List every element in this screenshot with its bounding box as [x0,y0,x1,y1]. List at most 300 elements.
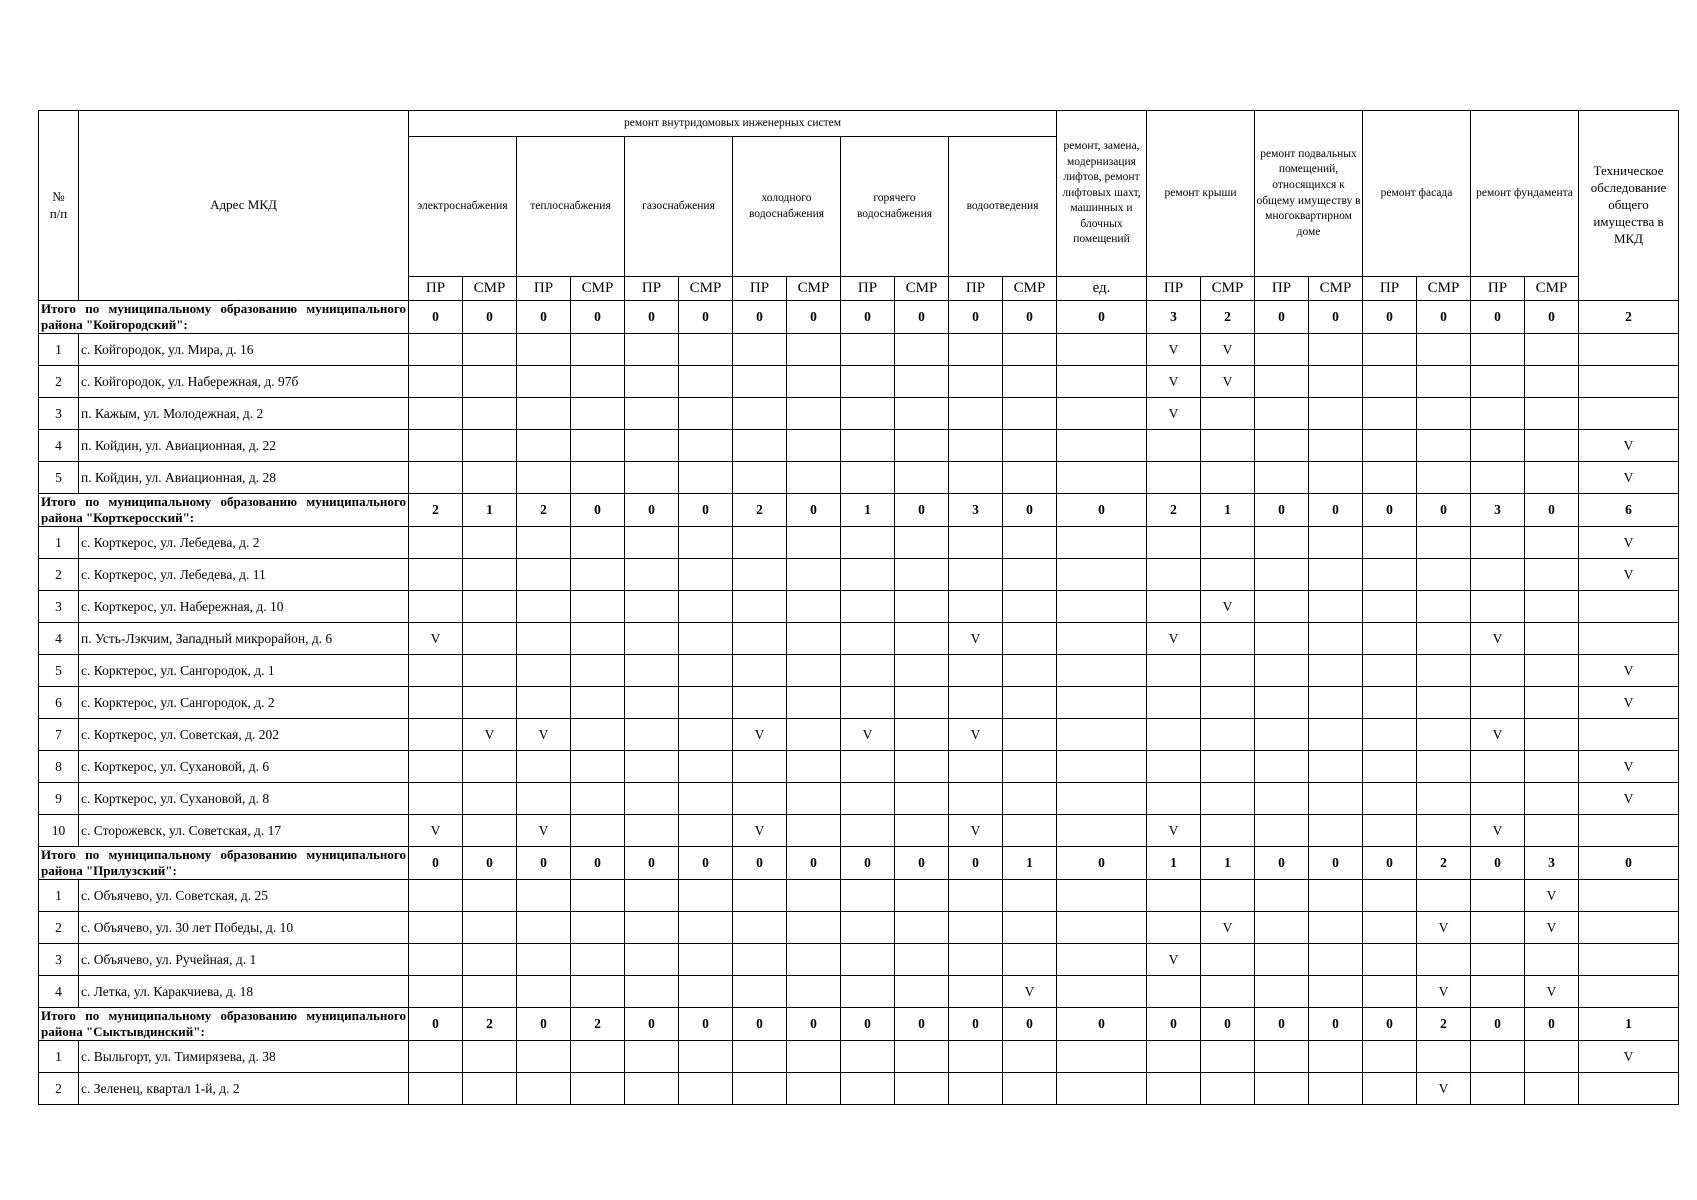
section-total-cell: 0 [733,301,787,334]
section-total-cell: 0 [1003,494,1057,527]
row-mark-cell [571,719,625,751]
row-mark-cell [625,815,679,847]
row-mark-cell [571,880,625,912]
row-mark-cell: V [1201,366,1255,398]
row-mark-cell [679,398,733,430]
row-address: п. Койдин, ул. Авиационная, д. 28 [79,462,409,494]
section-total-cell: 2 [1147,494,1201,527]
header-cold-water: холодного водоснабжения [733,137,841,277]
row-address: с. Корткерос, ул. Сухановой, д. 8 [79,783,409,815]
row-mark-cell [1417,559,1471,591]
row-mark-cell [1057,655,1147,687]
row-mark-cell [895,1041,949,1073]
row-mark-cell: V [1579,655,1679,687]
row-mark-cell [1417,398,1471,430]
row-mark-cell [787,655,841,687]
section-total-cell: 0 [1417,301,1471,334]
row-mark-cell [841,687,895,719]
row-mark-cell [625,687,679,719]
table-row [39,912,1679,944]
row-mark-cell [571,591,625,623]
row-mark-cell [1201,462,1255,494]
row-mark-cell: V [1471,719,1525,751]
row-mark-cell [895,815,949,847]
row-mark-cell [949,527,1003,559]
header-roof: ремонт крыши [1147,111,1255,277]
row-mark-cell: V [1471,815,1525,847]
row-mark-cell [1147,462,1201,494]
subheader-smr: СМР [1417,277,1471,301]
row-mark-cell [1309,944,1363,976]
row-mark-cell [841,398,895,430]
row-mark-cell [787,687,841,719]
row-mark-cell [1057,719,1147,751]
table-row [39,430,1679,462]
row-mark-cell [895,719,949,751]
row-mark-cell [949,687,1003,719]
row-mark-cell [1417,527,1471,559]
row-number: 5 [39,462,79,494]
header-engineering-systems: ремонт внутридомовых инженерных систем [409,111,1057,137]
row-mark-cell [1417,366,1471,398]
row-mark-cell [1255,1041,1309,1073]
row-mark-cell: V [409,815,463,847]
section-title: Итого по муниципальному образованию муниципального района "Корткеросский": [39,494,409,527]
row-mark-cell [625,559,679,591]
row-mark-cell [409,462,463,494]
row-mark-cell [1525,783,1579,815]
row-mark-cell [679,944,733,976]
section-total-cell: 0 [463,301,517,334]
row-mark-cell [733,944,787,976]
row-mark-cell: V [841,719,895,751]
row-mark-cell [1147,1073,1201,1105]
row-mark-cell [1057,1073,1147,1105]
row-mark-cell [1363,623,1417,655]
header-gas: газоснабжения [625,137,733,277]
section-total-cell: 0 [1471,301,1525,334]
row-mark-cell [841,912,895,944]
row-mark-cell [463,398,517,430]
row-mark-cell: V [517,815,571,847]
row-mark-cell [1579,719,1679,751]
section-total-cell: 3 [1147,301,1201,334]
row-mark-cell [571,430,625,462]
row-mark-cell: V [1579,527,1679,559]
row-mark-cell [895,751,949,783]
section-total-cell: 0 [733,847,787,880]
row-mark-cell: V [1579,783,1679,815]
row-address: с. Корткерос, ул. Лебедева, д. 2 [79,527,409,559]
row-mark-cell [1147,783,1201,815]
row-mark-cell [1309,912,1363,944]
section-total-cell: 0 [1525,494,1579,527]
row-mark-cell [1417,655,1471,687]
row-mark-cell: V [409,623,463,655]
section-total-cell: 0 [949,1008,1003,1041]
row-number: 3 [39,944,79,976]
row-mark-cell [517,366,571,398]
row-mark-cell [625,751,679,783]
subheader-smr: СМР [1525,277,1579,301]
table-row [39,687,1679,719]
subheader-pr: ПР [517,277,571,301]
row-mark-cell [1003,719,1057,751]
row-mark-cell [1057,430,1147,462]
row-mark-cell [733,1073,787,1105]
row-mark-cell [1255,591,1309,623]
row-mark-cell [517,527,571,559]
row-mark-cell: V [1417,912,1471,944]
section-total-cell: 0 [1309,847,1363,880]
row-mark-cell [895,655,949,687]
section-total-cell: 2 [1201,301,1255,334]
row-mark-cell [1525,430,1579,462]
section-total-cell: 0 [1363,301,1417,334]
row-mark-cell [841,1041,895,1073]
row-mark-cell: V [949,623,1003,655]
header-foundation: ремонт фундамента [1471,111,1579,277]
row-mark-cell [1579,623,1679,655]
row-mark-cell [1363,687,1417,719]
row-mark-cell [1309,719,1363,751]
row-mark-cell [571,334,625,366]
row-mark-cell [1363,880,1417,912]
row-mark-cell [1255,976,1309,1008]
section-total-row [39,494,1679,527]
row-mark-cell [1147,430,1201,462]
row-mark-cell [1525,462,1579,494]
row-mark-cell [1471,462,1525,494]
row-mark-cell [1003,912,1057,944]
row-mark-cell [1309,976,1363,1008]
row-mark-cell [895,880,949,912]
section-total-cell: 0 [1471,847,1525,880]
row-address: с. Корктерос, ул. Сангородок, д. 2 [79,687,409,719]
row-mark-cell [571,815,625,847]
row-mark-cell [1057,462,1147,494]
table-row [39,334,1679,366]
row-mark-cell [409,912,463,944]
row-mark-cell [1201,815,1255,847]
row-mark-cell [1525,623,1579,655]
table-row [39,976,1679,1008]
row-mark-cell [409,719,463,751]
row-mark-cell [1201,783,1255,815]
row-mark-cell [571,366,625,398]
section-total-cell: 0 [517,847,571,880]
subheader-smr: СМР [895,277,949,301]
row-mark-cell [1057,334,1147,366]
header-lifts: ремонт, замена, модернизация лифтов, ремонт лифтовых шахт, машинных и блочных помещений [1057,111,1147,277]
row-mark-cell [1201,527,1255,559]
row-mark-cell [1579,398,1679,430]
row-mark-cell [841,655,895,687]
row-mark-cell [625,655,679,687]
subheader-smr: СМР [1003,277,1057,301]
row-mark-cell [895,462,949,494]
row-mark-cell [895,398,949,430]
subheader-smr: СМР [1309,277,1363,301]
row-mark-cell [517,655,571,687]
row-mark-cell [1255,719,1309,751]
subheader-pr: ПР [625,277,679,301]
row-mark-cell [571,527,625,559]
row-mark-cell [1003,398,1057,430]
row-mark-cell [787,623,841,655]
row-mark-cell: V [1147,334,1201,366]
row-mark-cell [625,398,679,430]
row-number: 2 [39,366,79,398]
row-mark-cell [787,944,841,976]
row-mark-cell [787,398,841,430]
row-mark-cell [1147,976,1201,1008]
row-mark-cell [1309,398,1363,430]
row-mark-cell [1579,591,1679,623]
section-total-cell: 0 [1309,1008,1363,1041]
row-number: 3 [39,591,79,623]
section-total-cell: 0 [1309,301,1363,334]
section-total-cell: 0 [1255,847,1309,880]
row-mark-cell [1309,334,1363,366]
row-mark-cell [409,334,463,366]
row-address: с. Летка, ул. Каракчиева, д. 18 [79,976,409,1008]
section-total-cell: 0 [1003,1008,1057,1041]
row-mark-cell [1525,944,1579,976]
row-number: 6 [39,687,79,719]
section-total-cell: 0 [1003,301,1057,334]
row-mark-cell [949,462,1003,494]
row-mark-cell [841,527,895,559]
row-address: с. Объячево, ул. Советская, д. 25 [79,880,409,912]
row-mark-cell [517,591,571,623]
row-address: п. Усть-Лэкчим, Западный микрорайон, д. 6 [79,623,409,655]
row-mark-cell [1201,880,1255,912]
row-mark-cell [1417,944,1471,976]
section-total-row [39,301,1679,334]
row-mark-cell [841,751,895,783]
row-mark-cell [625,366,679,398]
row-mark-cell [787,751,841,783]
row-mark-cell [409,655,463,687]
row-mark-cell [1201,1041,1255,1073]
row-mark-cell [1201,976,1255,1008]
row-mark-cell [733,398,787,430]
row-mark-cell [1255,334,1309,366]
row-mark-cell [463,687,517,719]
table-row [39,623,1679,655]
row-mark-cell [841,783,895,815]
header-sewerage: водоотведения [949,137,1057,277]
row-mark-cell [1363,462,1417,494]
row-mark-cell [1309,559,1363,591]
row-mark-cell [841,591,895,623]
row-mark-cell [1309,430,1363,462]
row-address: с. Корткерос, ул. Лебедева, д. 11 [79,559,409,591]
row-mark-cell [517,912,571,944]
row-mark-cell [571,687,625,719]
row-mark-cell [787,366,841,398]
row-address: с. Выльгорт, ул. Тимирязева, д. 38 [79,1041,409,1073]
row-mark-cell [1363,1073,1417,1105]
row-mark-cell [949,1073,1003,1105]
row-mark-cell [895,623,949,655]
row-mark-cell [841,430,895,462]
row-mark-cell [1057,366,1147,398]
row-mark-cell [1471,1041,1525,1073]
row-mark-cell [1579,880,1679,912]
row-mark-cell [409,366,463,398]
section-total-cell: 3 [1525,847,1579,880]
row-mark-cell [517,751,571,783]
table-row [39,751,1679,783]
section-total-cell: 0 [1417,494,1471,527]
row-mark-cell [463,462,517,494]
row-mark-cell [1003,687,1057,719]
row-mark-cell [625,880,679,912]
row-mark-cell [1417,880,1471,912]
row-mark-cell: V [949,815,1003,847]
row-mark-cell [841,462,895,494]
row-mark-cell [409,591,463,623]
row-mark-cell [1363,655,1417,687]
header-hot-water: горячего водоснабжения [841,137,949,277]
row-mark-cell [679,751,733,783]
subheader-unit: ед. [1057,277,1147,301]
row-mark-cell [1057,783,1147,815]
row-mark-cell [1003,462,1057,494]
table-row [39,462,1679,494]
row-mark-cell [733,559,787,591]
subheader-pr: ПР [409,277,463,301]
row-mark-cell [679,334,733,366]
row-mark-cell [1057,687,1147,719]
row-mark-cell: V [1525,976,1579,1008]
section-total-cell: 0 [679,301,733,334]
section-total-cell: 1 [1579,1008,1679,1041]
row-mark-cell [625,591,679,623]
row-mark-cell [679,912,733,944]
section-total-cell: 0 [895,494,949,527]
subheader-pr: ПР [1471,277,1525,301]
row-mark-cell [571,398,625,430]
row-mark-cell [1471,687,1525,719]
row-address: с. Сторожевск, ул. Советская, д. 17 [79,815,409,847]
row-mark-cell [1255,912,1309,944]
row-mark-cell [895,334,949,366]
row-mark-cell [1147,687,1201,719]
row-mark-cell [517,944,571,976]
row-mark-cell: V [1147,366,1201,398]
row-mark-cell [1579,366,1679,398]
row-mark-cell [679,623,733,655]
row-mark-cell [1003,334,1057,366]
section-total-cell: 0 [1309,494,1363,527]
row-mark-cell [787,527,841,559]
row-mark-cell [517,334,571,366]
row-mark-cell: V [1201,334,1255,366]
row-mark-cell [1363,815,1417,847]
subheader-smr: СМР [571,277,625,301]
row-mark-cell [679,719,733,751]
section-total-cell: 0 [571,494,625,527]
row-mark-cell [1147,751,1201,783]
section-total-cell: 6 [1579,494,1679,527]
row-mark-cell [733,334,787,366]
section-total-cell: 3 [1471,494,1525,527]
row-mark-cell [841,976,895,1008]
row-mark-cell [895,430,949,462]
row-mark-cell [733,1041,787,1073]
header-basement: ремонт подвальных помещений, относящихся к общему имуществу в многоквартирном доме [1255,111,1363,277]
row-address: с. Объячево, ул. 30 лет Победы, д. 10 [79,912,409,944]
header-inspection: Техническое обследование общего имущества в МКД [1579,111,1679,301]
section-total-cell: 2 [571,1008,625,1041]
row-mark-cell [1471,655,1525,687]
row-mark-cell [625,783,679,815]
row-mark-cell [1471,559,1525,591]
row-mark-cell [463,334,517,366]
section-total-cell: 1 [1147,847,1201,880]
row-mark-cell [733,976,787,1008]
row-number: 4 [39,623,79,655]
row-mark-cell [1363,559,1417,591]
row-mark-cell [517,462,571,494]
row-mark-cell [1309,366,1363,398]
section-total-cell: 0 [625,847,679,880]
row-mark-cell: V [1579,687,1679,719]
row-mark-cell [1471,880,1525,912]
row-mark-cell [1471,912,1525,944]
subheader-smr: СМР [787,277,841,301]
row-mark-cell [463,912,517,944]
row-mark-cell: V [1579,430,1679,462]
row-mark-cell [1003,783,1057,815]
table-row [39,366,1679,398]
row-mark-cell [1525,719,1579,751]
row-number: 2 [39,912,79,944]
row-mark-cell [1471,751,1525,783]
table-row [39,1073,1679,1105]
row-mark-cell [1201,398,1255,430]
row-mark-cell [949,430,1003,462]
row-address: с. Койгородок, ул. Мира, д. 16 [79,334,409,366]
row-mark-cell [679,462,733,494]
row-mark-cell [1309,687,1363,719]
row-mark-cell [1057,751,1147,783]
row-mark-cell [1057,880,1147,912]
section-total-cell: 0 [1363,1008,1417,1041]
row-mark-cell [1309,527,1363,559]
section-total-cell: 2 [463,1008,517,1041]
row-mark-cell [463,815,517,847]
row-mark-cell [949,559,1003,591]
row-mark-cell [517,559,571,591]
row-mark-cell [1417,334,1471,366]
row-mark-cell [1417,430,1471,462]
row-mark-cell [1255,559,1309,591]
row-mark-cell [679,687,733,719]
row-mark-cell [1417,623,1471,655]
section-total-cell: 0 [895,301,949,334]
row-mark-cell: V [733,719,787,751]
row-mark-cell [1525,1073,1579,1105]
row-mark-cell [1471,398,1525,430]
row-mark-cell [1471,527,1525,559]
row-mark-cell: V [1525,912,1579,944]
row-mark-cell [949,944,1003,976]
row-mark-cell [517,1073,571,1105]
